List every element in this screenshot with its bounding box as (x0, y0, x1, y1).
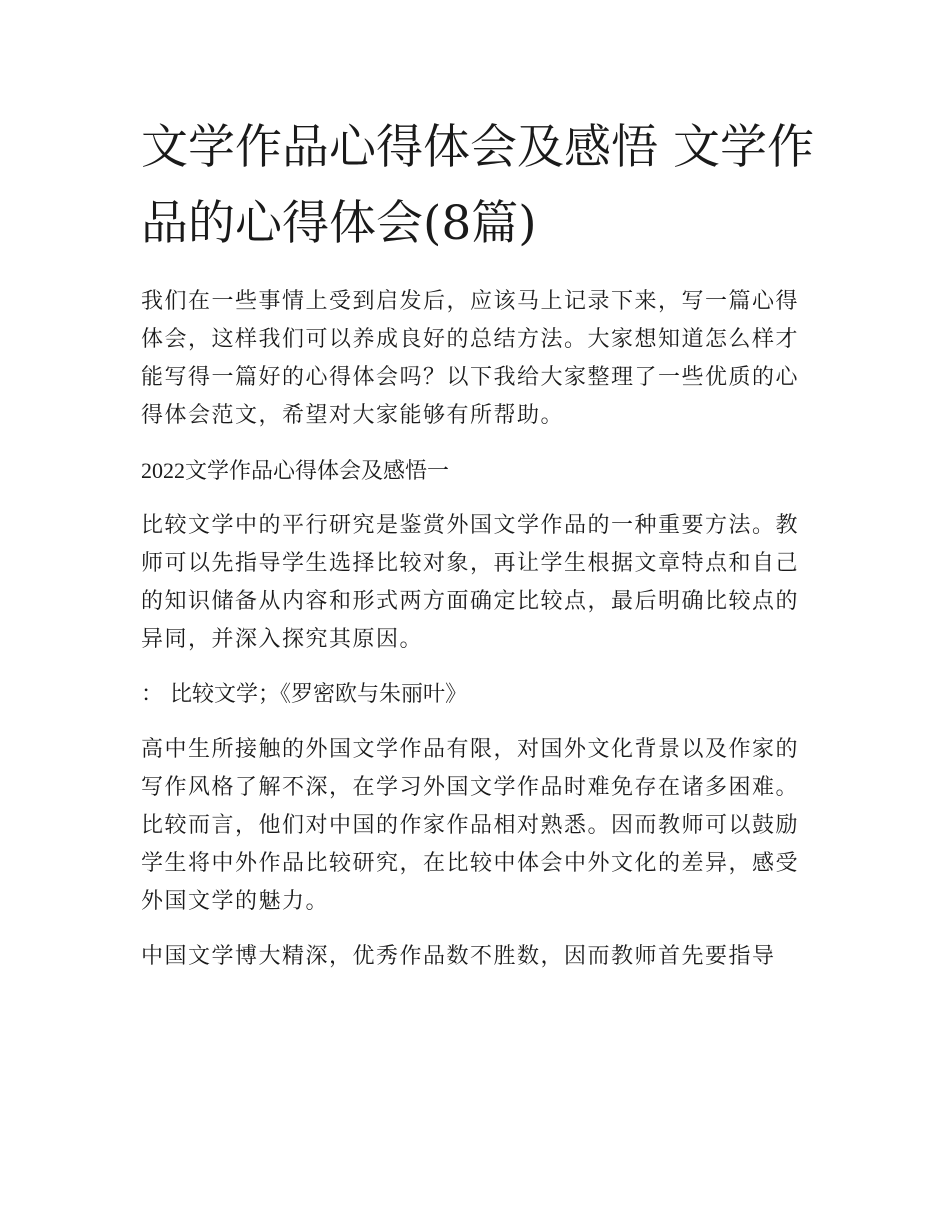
abstract-paragraph: 比较文学中的平行研究是鉴赏外国文学作品的一种重要方法。教师可以先指导学生选择比较对象，再让学生根据文章特点和自己的知识储备从内容和形式两方面确定比较点，最后明确比较点的异同，并深入探究其原因。 (141, 513, 800, 652)
body-paragraph-2: 中国文学博大精深，优秀作品数不胜数，因而教师首先要指导 (141, 944, 776, 969)
document-body (141, 283, 821, 993)
body-paragraph-1: 高中生所接触的外国文学作品有限，对国外文化背景以及作家的写作风格了解不深，在学习外国文学作品时难免存在诸多困难。比较而言，他们对中国的作家作品相对熟悉。因而教师可以鼓励学生将中外作品比较研究，在比较中体会中外文化的差异，感受外国文学的魅力。 (141, 737, 800, 914)
intro-paragraph: 我们在一些事情上受到启发后，应该马上记录下来，写一篇心得体会，这样我们可以养成良好的总结方法。大家想知道怎么样才能写得一篇好的心得体会吗？以下我给大家整理了一些优质的心得体会范文，希望对大家能够有所帮助。 (141, 289, 800, 428)
document-title: 文学作品心得体会及感悟 文学作品的心得体会(8篇) (141, 120, 814, 251)
keywords-line: ： 比较文学；《罗密欧与朱丽叶》 (141, 682, 467, 707)
section-heading: 2022文学作品心得体会及感悟一 (141, 458, 450, 483)
